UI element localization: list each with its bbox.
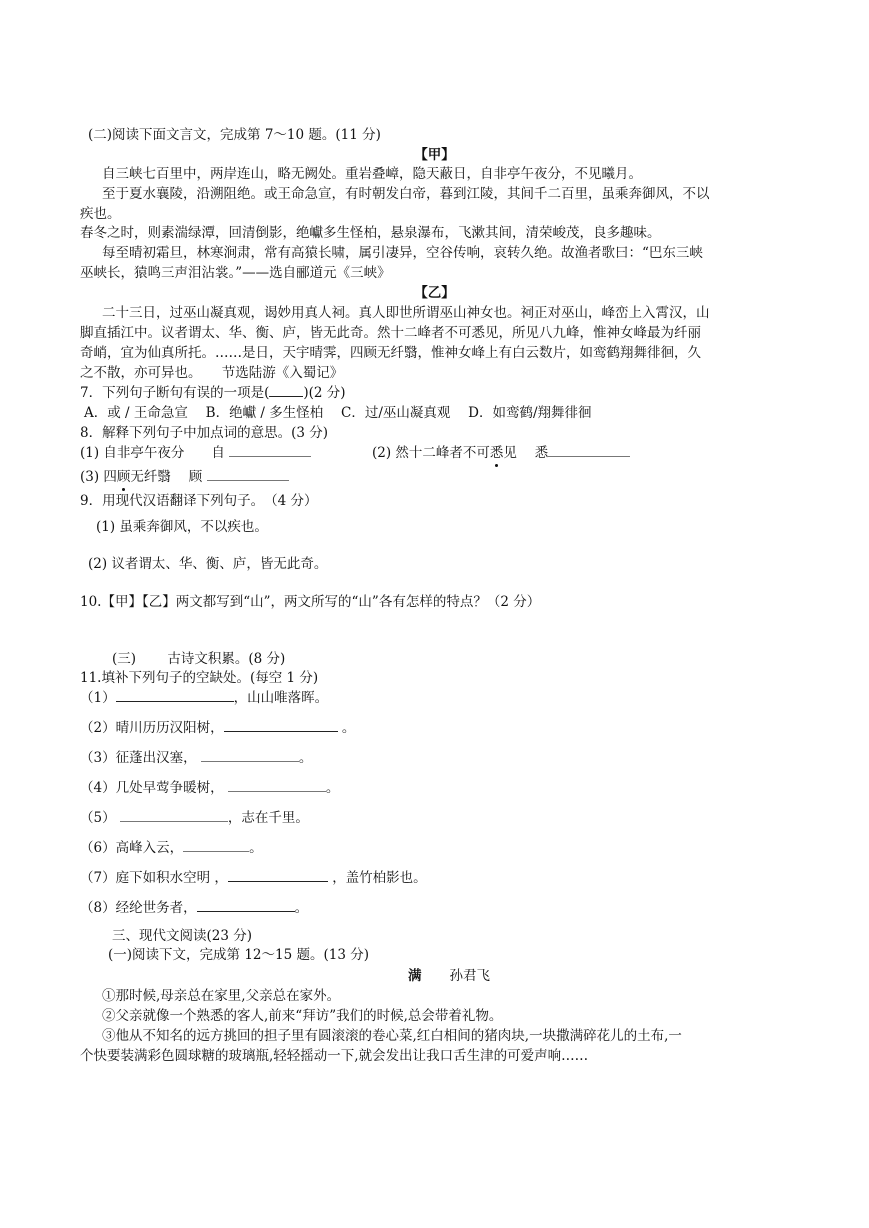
passage-paragraph-1: ①那时候,母亲总在家里,父亲总在家外。 xyxy=(102,988,341,1004)
question-8-item-2 xyxy=(372,444,630,462)
section-2-header: (二)阅读下面文言文，完成第 7～10 题。(11 分) xyxy=(88,127,381,143)
question-8-item-2-target: 见 悉 xyxy=(503,445,549,461)
question-8-item-2-blank[interactable] xyxy=(548,444,630,457)
question-8-item-3-blank[interactable] xyxy=(207,468,289,481)
question-11-line-6-end: 。 xyxy=(249,840,263,856)
question-9-item-2: (2) 议者谓太、华、衡、庐，皆无此奇。 xyxy=(88,556,328,572)
question-11-line-8 xyxy=(80,899,308,917)
passage-author: 孙君飞 xyxy=(449,968,490,984)
question-10-stem: 10.【甲】【乙】两文都写到“山”，两文所写的“山”各有怎样的特点？（2 分） xyxy=(80,594,541,610)
question-7-points: )(2 分) xyxy=(303,385,346,401)
question-11-line-3 xyxy=(80,749,312,767)
question-11-line-1 xyxy=(80,689,328,707)
question-8-item-1-blank[interactable] xyxy=(229,444,311,457)
question-7-options: A．或 / 王命急宣 B．绝巘 / 多生怪柏 C．过/巫山凝真观 D．如鸾鹤/翔舞徘徊 xyxy=(84,405,592,421)
question-11-stem: 11.填补下列句子的空缺处。(每空 1 分) xyxy=(80,670,319,686)
question-11-line-2-text: （2）晴川历历汉阳树， xyxy=(80,720,224,736)
question-11-line-1-text: ，山山唯落晖。 xyxy=(233,690,329,706)
question-11-blank-2[interactable] xyxy=(224,719,338,732)
question-11-line-7-end: ，盖竹柏影也。 xyxy=(332,870,427,886)
question-11-line-7-text: （7）庭下如积水空明 ， xyxy=(80,870,228,886)
question-11-line-5-number: （5） xyxy=(80,810,116,826)
question-11-line-1-number: （1） xyxy=(80,690,116,706)
question-8-stem: 8．解释下列句子中加点词的意思。(3 分) xyxy=(80,425,329,441)
question-8-item-2-dotted-word: 悉 xyxy=(489,445,504,461)
question-11-blank-1[interactable] xyxy=(116,689,234,702)
question-11-line-2 xyxy=(80,719,355,737)
text-a-paragraph-1: 自三峡七百里中，两岸连山，略无阙处。重岩叠嶂，隐天蔽日，自非亭午夜分，不见曦月。 xyxy=(102,166,642,182)
passage-paragraph-3-line-1: ③他从不知名的远方挑回的担子里有圆滚滚的卷心菜,红白相间的猪肉块,一块撒满碎花儿的土布,一 xyxy=(102,1028,682,1044)
text-a-paragraph-4-line-1: 每至晴初霜旦，林寒涧肃，常有高猿长啸，属引凄异，空谷传响，哀转久绝。故渔者歌曰：“巴东三峡 xyxy=(102,245,703,261)
question-11-line-4 xyxy=(80,779,339,797)
question-7 xyxy=(80,384,346,402)
question-9-item-1: (1) 虽乘奔御风，不以疾也。 xyxy=(96,519,268,535)
text-a-paragraph-4-line-2: 巫峡长，猿鸣三声泪沾裳。”——选自郦道元《三峡》 xyxy=(80,265,391,281)
question-11-blank-7[interactable] xyxy=(228,869,328,882)
question-8-item-3-text: (3) 四 xyxy=(80,469,117,485)
passage-title-row xyxy=(408,967,490,985)
section-modern-reading-header: 三、现代文阅读(23 分) xyxy=(112,928,253,944)
question-11-line-5-text: ，志在千里。 xyxy=(227,810,309,826)
question-8-item-3-target: 无纤翳 顾 xyxy=(130,469,203,485)
passage-paragraph-3-line-2: 个快要装满彩色圆球糖的玻璃瓶,轻轻摇动一下,就会发出让我口舌生津的可爱声响…… xyxy=(80,1048,589,1064)
text-b-label: 【乙】 xyxy=(414,285,455,301)
question-11-line-8-end: 。 xyxy=(294,900,309,916)
question-11-blank-4[interactable] xyxy=(228,779,326,792)
question-11-blank-6[interactable] xyxy=(183,839,249,852)
question-11-line-6-text: （6）高峰入云， xyxy=(80,840,184,856)
question-8-item-1 xyxy=(80,444,311,462)
question-11-blank-8[interactable] xyxy=(197,899,295,912)
question-7-answer-blank[interactable] xyxy=(269,384,303,397)
text-b-line-4: 之不散，亦可异也。 节选陆游《入蜀记》 xyxy=(80,365,344,381)
question-8-item-2-text: (2) 然十二峰者不可 xyxy=(372,445,490,461)
question-8-item-3 xyxy=(80,468,289,486)
question-11-line-4-end: 。 xyxy=(325,780,340,796)
question-11-line-5 xyxy=(80,809,309,827)
question-11-line-6 xyxy=(80,839,263,857)
question-11-blank-5[interactable] xyxy=(120,809,228,822)
text-a-label: 【甲】 xyxy=(414,147,455,163)
question-8-item-3-dotted-word: 顾 xyxy=(116,469,131,485)
question-11-blank-3[interactable] xyxy=(201,749,299,762)
question-9-stem: 9．用现代汉语翻译下列句子。 （4 分） xyxy=(80,493,318,509)
text-b-line-3: 奇峭，宜为仙真所托。……是日，天宇晴霁，四顾无纤翳，惟神女峰上有白云数片，如鸾鹤翔舞徘徊，久 xyxy=(80,345,701,361)
question-7-stem: 7．下列句子断句有误的一项是( xyxy=(80,385,270,401)
question-11-line-3-end: 。 xyxy=(298,750,313,766)
question-11-line-2-end: 。 xyxy=(341,720,356,736)
text-a-paragraph-2-line-1: 至于夏水襄陵，沿溯阻绝。或王命急宣，有时朝发白帝，暮到江陵，其间千二百里，虽乘奔御风，不以 xyxy=(102,186,710,202)
section-modern-reading-sub: (一)阅读下文，完成第 12～15 题。(13 分) xyxy=(108,947,369,963)
text-a-paragraph-2-line-2: 疾也。 xyxy=(80,206,121,222)
passage-paragraph-2: ②父亲就像一个熟悉的客人,前来“拜访”我们的时候,总会带着礼物。 xyxy=(102,1008,503,1024)
text-b-line-2: 脚直插江中。议者谓太、华、衡、庐，皆无此奇。然十二峰者不可悉见，所见八九峰，惟神女峰最为纤丽 xyxy=(80,325,701,341)
question-11-line-8-text: （8）经纶世务者， xyxy=(80,900,197,916)
question-11-line-7 xyxy=(80,869,427,887)
question-11-line-3-text: （3）征蓬出汉塞， xyxy=(80,750,197,766)
question-8-item-1-text: (1) 自非亭午夜分 自 xyxy=(80,445,225,461)
passage-title: 满 xyxy=(408,968,422,984)
text-a-paragraph-3: 春冬之时，则素湍绿潭，回清倒影，绝巘多生怪柏，悬泉瀑布，飞漱其间，清荣峻茂，良多趣味。 xyxy=(80,225,661,241)
section-3-header: (三) 古诗文积累。(8 分) xyxy=(112,651,286,667)
text-b-line-1: 二十三日，过巫山凝真观，谒妙用真人祠。真人即世所谓巫山神女也。祠正对巫山，峰峦上入霄汉，山 xyxy=(102,305,710,321)
question-11-line-4-text: （4）几处早莺争暖树， xyxy=(80,780,224,796)
